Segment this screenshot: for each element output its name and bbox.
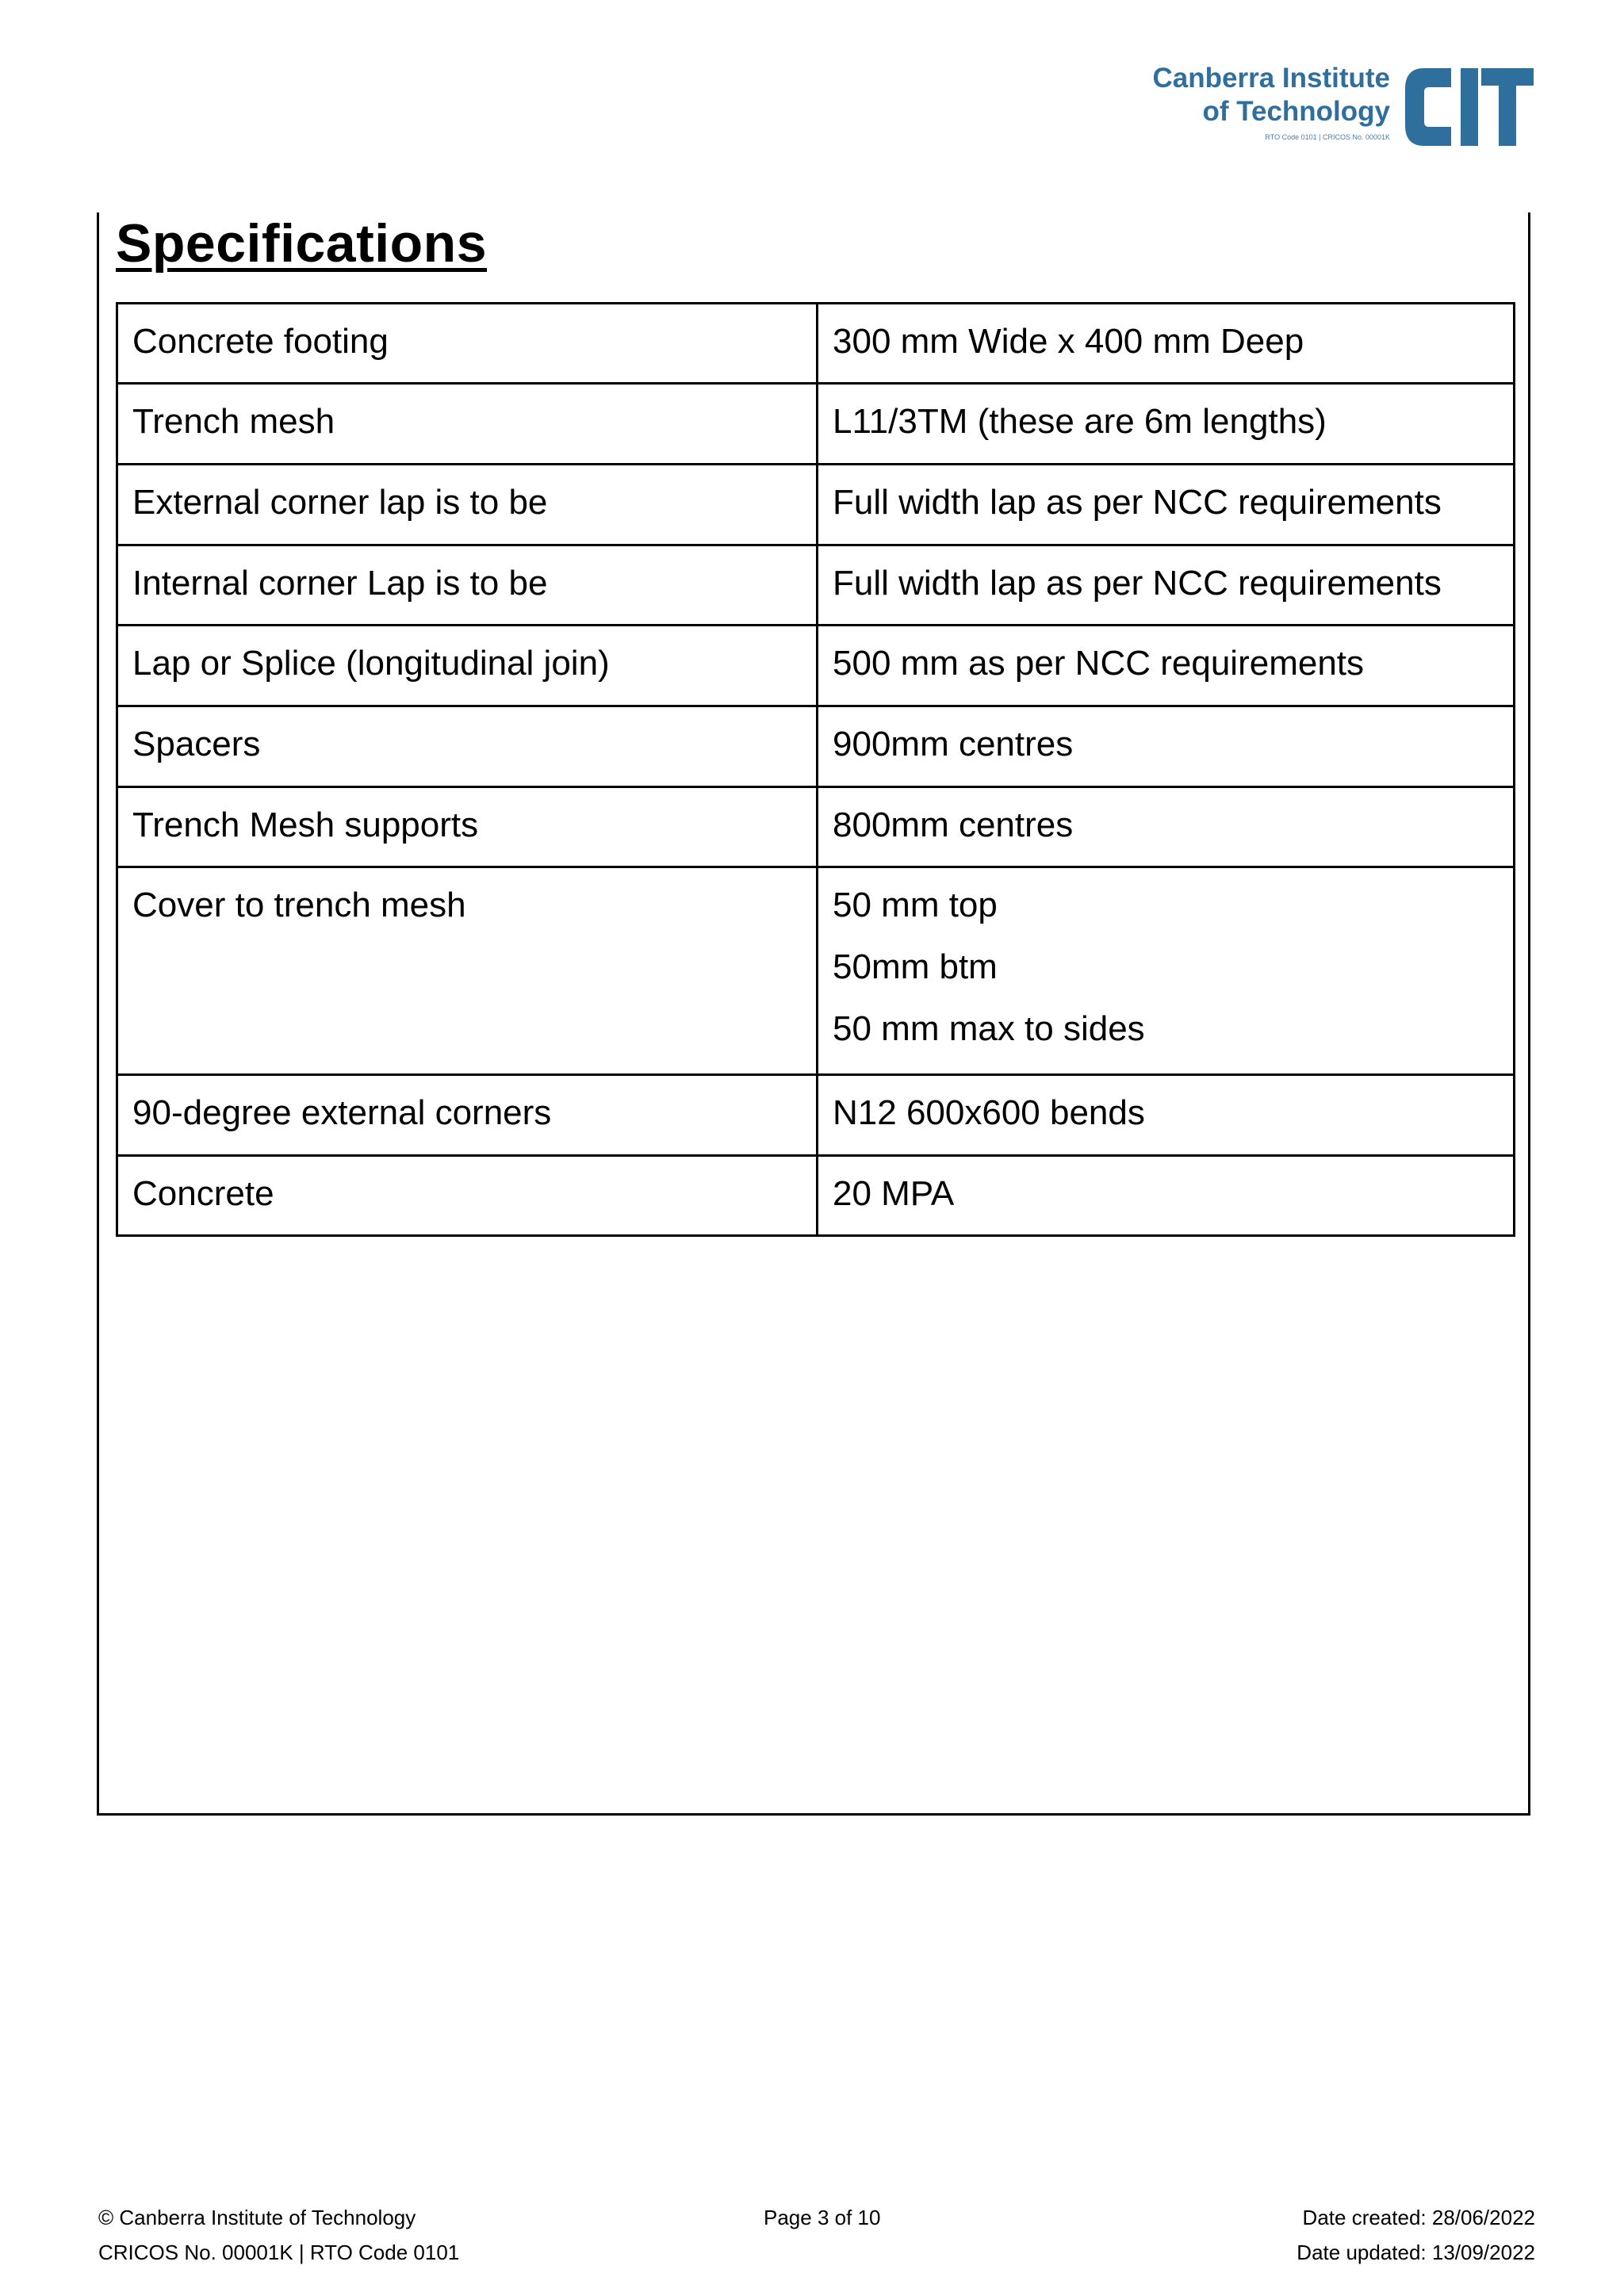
table-row	[117, 465, 1515, 545]
spec-label: External corner lap is to be	[132, 483, 548, 522]
spec-value: 300 mm Wide x 400 mm Deep	[833, 322, 1304, 361]
spec-value: 900mm centres	[833, 725, 1074, 763]
spec-value: 50 mm max to sides	[833, 1009, 1145, 1048]
table-row	[117, 787, 1515, 867]
spec-value: N12 600x600 bends	[833, 1093, 1145, 1132]
table-row	[117, 706, 1515, 787]
spec-label: Concrete footing	[132, 322, 389, 361]
footer-codes: CRICOS No. 00001K | RTO Code 0101	[98, 2241, 460, 2264]
spec-value-cell	[818, 867, 1515, 1075]
footer-date-updated: Date updated: 13/09/2022	[1297, 2241, 1535, 2264]
spec-label: Trench mesh	[132, 402, 335, 441]
spec-value: 50mm btm	[833, 947, 998, 986]
spec-label-cell	[117, 1075, 818, 1156]
logo-codes: RTO Code 0101 | CRICOS No. 00001K	[1265, 133, 1390, 141]
spec-value-cell	[818, 1075, 1515, 1156]
spec-value-cell	[818, 706, 1515, 787]
spec-value-cell	[818, 626, 1515, 706]
page-title: Specifications	[116, 213, 488, 274]
spec-value: 20 MPA	[833, 1174, 955, 1213]
spec-label: Concrete	[132, 1174, 274, 1213]
specifications-table	[116, 302, 1515, 1237]
logo-line1: Canberra Institute	[1152, 63, 1390, 94]
spec-value-cell	[818, 304, 1515, 384]
page-footer	[98, 2206, 1535, 2275]
spec-label: Spacers	[132, 725, 261, 763]
table-row	[117, 545, 1515, 626]
spec-value: 50 mm top	[833, 886, 998, 924]
spec-value: Full width lap as per NCC requirements	[833, 564, 1442, 603]
spec-value: Full width lap as per NCC requirements	[833, 483, 1442, 522]
spec-label: 90-degree external corners	[132, 1093, 552, 1132]
spec-value: 800mm centres	[833, 806, 1074, 844]
spec-label-cell	[117, 304, 818, 384]
table-row	[117, 626, 1515, 706]
logo-text	[1153, 62, 1391, 143]
footer-copyright: © Canberra Institute of Technology	[98, 2206, 416, 2229]
spec-label-cell	[117, 545, 818, 626]
table-row	[117, 304, 1515, 384]
logo-line2: of Technology	[1202, 96, 1390, 127]
spec-value-cell	[818, 384, 1515, 465]
table-row	[117, 1156, 1515, 1236]
spec-value: L11/3TM (these are 6m lengths)	[833, 402, 1327, 441]
spec-label-cell	[117, 787, 818, 867]
spec-value-cell	[818, 787, 1515, 867]
spec-label: Trench Mesh supports	[132, 806, 479, 844]
spec-label-cell	[117, 867, 818, 1075]
spec-value-cell	[818, 465, 1515, 545]
spec-value-cell	[818, 1156, 1515, 1236]
table-row	[117, 1075, 1515, 1156]
footer-date-created: Date created: 28/06/2022	[1302, 2206, 1535, 2229]
spec-label: Lap or Splice (longitudinal join)	[132, 644, 610, 683]
spec-label-cell	[117, 626, 818, 706]
table-row	[117, 384, 1515, 465]
spec-label-cell	[117, 706, 818, 787]
spec-label: Internal corner Lap is to be	[132, 564, 548, 603]
spec-label-cell	[117, 465, 818, 545]
cit-logo	[1148, 62, 1537, 157]
spec-label: Cover to trench mesh	[132, 886, 466, 924]
cit-logo-mark-icon	[1402, 65, 1537, 149]
footer-page-number: Page 3 of 10	[764, 2206, 881, 2229]
table-row	[117, 867, 1515, 1075]
spec-value-cell	[818, 545, 1515, 626]
spec-label-cell	[117, 1156, 818, 1236]
spec-label-cell	[117, 384, 818, 465]
spec-value: 500 mm as per NCC requirements	[833, 644, 1365, 683]
